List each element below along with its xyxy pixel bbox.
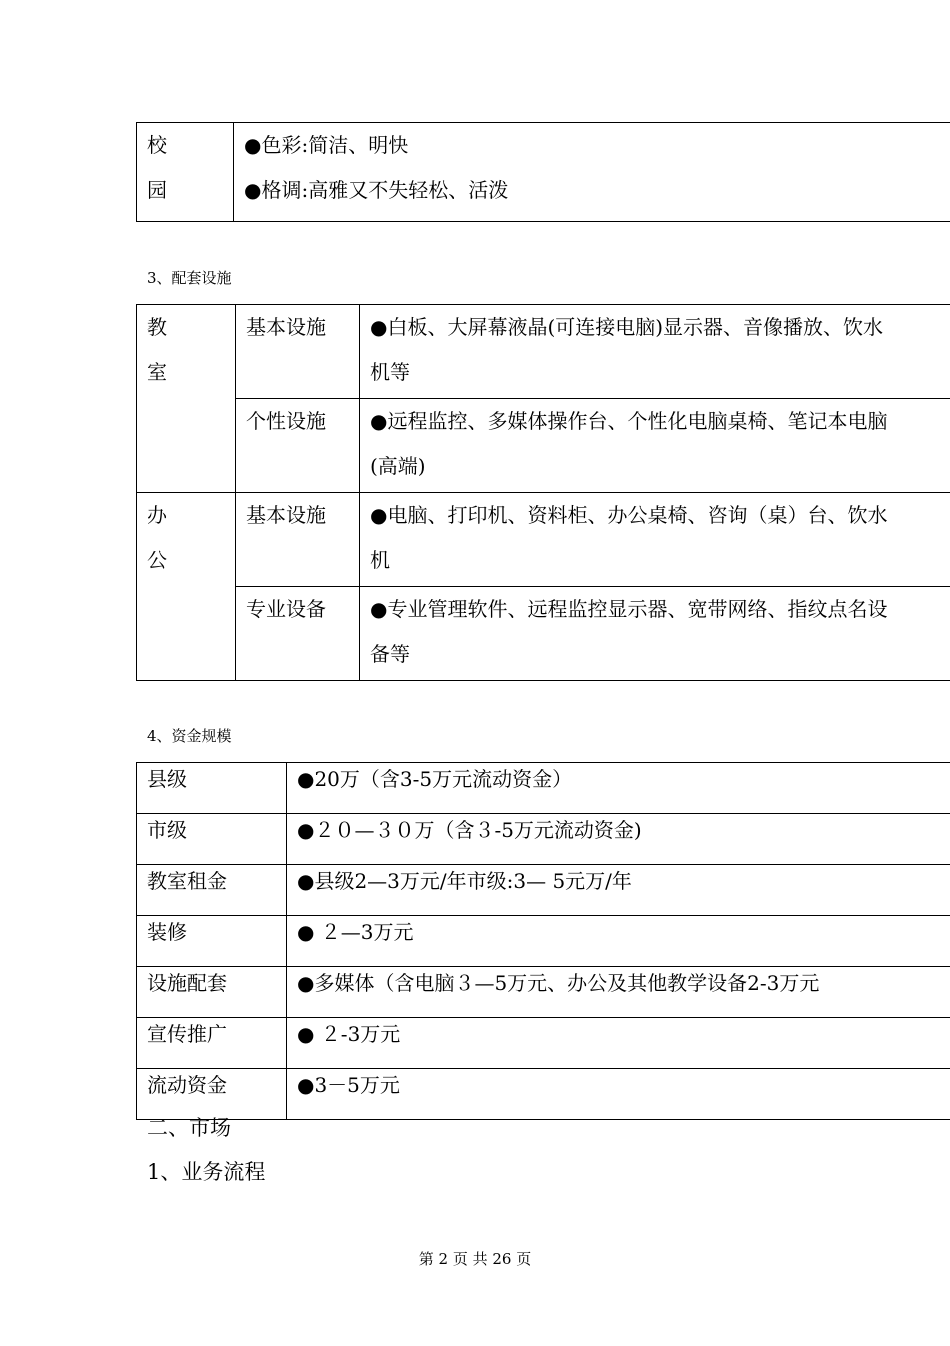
funds-value: ●县级2—3万元/年市级:3— 5元万/年 (287, 865, 950, 916)
funds-value: ●20万（含3-5万元流动资金） (287, 763, 950, 814)
office-pro-line-2: 备等 (370, 642, 410, 666)
classroom-basic-line-1: ●白板、大屏幕液晶(可连接电脑)显示器、音像播放、饮水 (370, 315, 884, 339)
office-basic-content (360, 493, 950, 587)
office-basic-name: 基本设施 (236, 493, 360, 587)
funds-row (137, 814, 950, 865)
campus-table (136, 122, 950, 222)
funds-row (137, 1069, 950, 1120)
office-label-2: 公 (147, 548, 167, 572)
office-pro-line-1: ●专业管理软件、远程监控显示器、宽带网络、指纹点名设 (370, 597, 888, 621)
classroom-personal-name: 个性设施 (236, 399, 360, 493)
classroom-label-1: 教 (147, 315, 167, 339)
office-label-1: 办 (147, 503, 167, 527)
page-footer: 第 2 页 共 26 页 (418, 1250, 532, 1268)
classroom-personal-line-2: (高端) (370, 454, 426, 478)
campus-label (137, 123, 234, 222)
classroom-basic-content (360, 305, 950, 399)
funds-name: 设施配套 (137, 967, 287, 1018)
funds-value: ●２０—３０万（含３-5万元流动资金) (287, 814, 950, 865)
section-flow-title: 1、业务流程 (147, 1160, 266, 1184)
funds-name: 宣传推广 (137, 1018, 287, 1069)
office-pro-name: 专业设备 (236, 587, 360, 681)
section4-title: 4、资金规模 (147, 727, 232, 745)
funds-row (137, 916, 950, 967)
facilities-table (136, 304, 950, 681)
funds-name: 市级 (137, 814, 287, 865)
campus-label-1: 校 (147, 133, 167, 157)
section3-title: 3、配套设施 (147, 269, 232, 287)
classroom-label (137, 305, 236, 493)
office-basic-line-1: ●电脑、打印机、资料柜、办公桌椅、咨询（桌）台、饮水 (370, 503, 888, 527)
classroom-label-2: 室 (147, 360, 167, 384)
funds-value: ● ２—3万元 (287, 916, 950, 967)
funds-name: 教室租金 (137, 865, 287, 916)
funds-value: ●多媒体（含电脑３—5万元、办公及其他教学设备2-3万元 (287, 967, 950, 1018)
campus-line-style: ●格调:高雅又不失轻松、活泼 (244, 178, 509, 202)
office-basic-line-2: 机 (370, 548, 390, 572)
classroom-personal-content (360, 399, 950, 493)
section-market-title: 二、市场 (147, 1116, 231, 1140)
classroom-personal-line-1: ●远程监控、多媒体操作台、个性化电脑桌椅、笔记本电脑 (370, 409, 888, 433)
campus-line-color: ●色彩:简洁、明快 (244, 133, 409, 157)
classroom-basic-name: 基本设施 (236, 305, 360, 399)
funds-row (137, 1018, 950, 1069)
funds-value: ●3－5万元 (287, 1069, 950, 1120)
funds-name: 装修 (137, 916, 287, 967)
classroom-basic-line-2: 机等 (370, 360, 410, 384)
campus-content (234, 123, 950, 222)
funds-row (137, 865, 950, 916)
funds-table (136, 762, 950, 1120)
funds-value: ● ２-3万元 (287, 1018, 950, 1069)
office-label (137, 493, 236, 681)
funds-name: 县级 (137, 763, 287, 814)
campus-label-2: 园 (147, 178, 167, 202)
funds-name: 流动资金 (137, 1069, 287, 1120)
office-pro-content (360, 587, 950, 681)
funds-row (137, 967, 950, 1018)
funds-row (137, 763, 950, 814)
